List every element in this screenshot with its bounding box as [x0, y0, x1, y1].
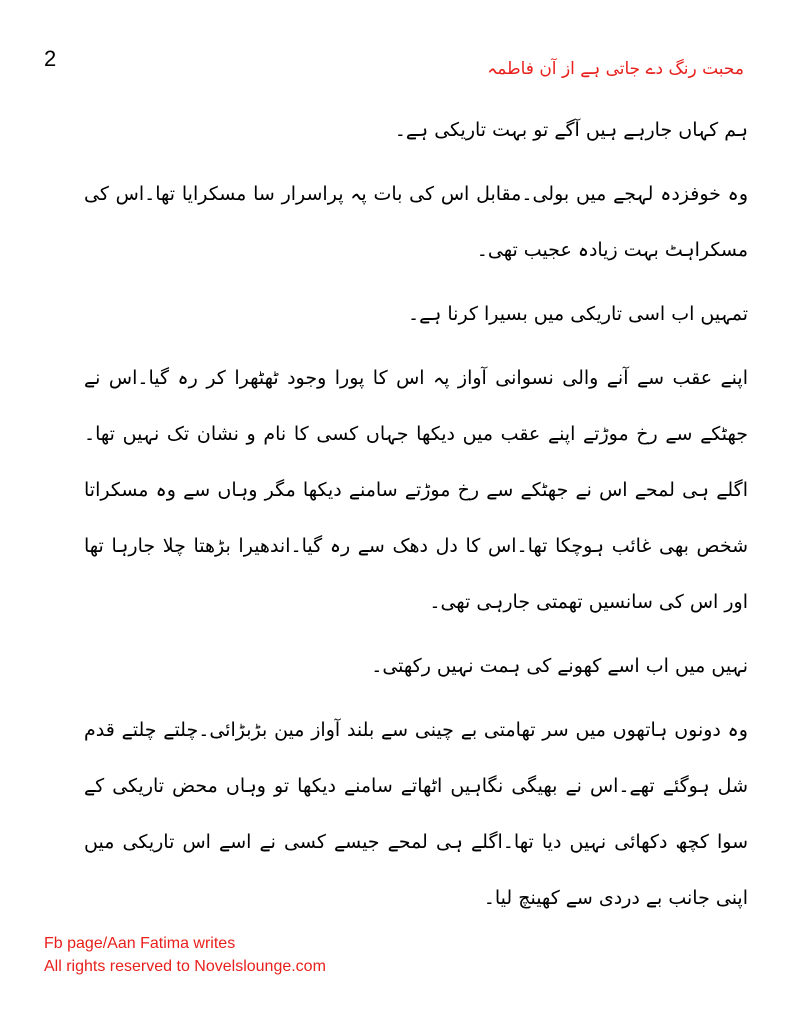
paragraph-3: تمہیں اب اسی تاریکی میں بسیرا کرنا ہے۔ — [407, 303, 748, 325]
page-number: 2 — [44, 46, 57, 71]
paragraph-5: نہیں میں اب اسے کھونے کی ہمت نہیں رکھتی۔ — [371, 655, 748, 677]
footer-copyright: All rights reserved to Novelslounge.com — [44, 958, 326, 975]
story-text — [84, 102, 748, 934]
header-title: محبت رنگ دے جاتی ہے از آن فاطمہ — [487, 59, 744, 79]
paragraph-4: اپنے عقب سے آنے والی نسوانی آواز پہ اس کا پورا وجود ٹھٹھرا کر رہ گیا۔اس نے جھٹکے سے رخ موڑتے اپنے عقب میں دیکھا جہاں کسی کا نام و نشان تک نہیں تھا۔اگلے ہی لمحے اس نے جھٹکے سے رخ موڑتے سامنے دیکھا مگر وہاں سے وہ مسکراتا شخص بھی غائب ہوچکا تھا۔اس کا دل دھک سے رہ گیا۔اندھیرا بڑھتا چلا جارہا تھا اور اس کی سانسیں تھمتی جارہی تھی۔ — [84, 367, 748, 613]
paragraph-6: وہ دونوں ہاتھوں میں سر تھامتی بے چینی سے بلند آواز مین بڑبڑائی۔چلتے چلتے قدم شل ہوگئے تھے۔اس نے بھیگی نگاہیں اٹھاتے سامنے دیکھا تو وہاں محض تاریکی کے سوا کچھ دکھائی نہیں دیا تھا۔اگلے ہی لمحے جیسے کسی نے اسے اس تاریکی میں اپنی جانب بے دردی سے کھینچ لیا۔ — [84, 719, 748, 909]
paragraph-2: وہ خوفزدہ لہجے میں بولی۔مقابل اس کی بات پہ پراسرار سا مسکرایا تھا۔اس کی مسکراہٹ بہت زیادہ عجیب تھی۔ — [84, 183, 748, 261]
footer — [44, 932, 326, 978]
footer-facebook-page: Fb page/Aan Fatima writes — [44, 935, 236, 952]
paragraph-1: ہم کہاں جارہے ہیں آگے تو بہت تاریکی ہے۔ — [394, 119, 748, 141]
